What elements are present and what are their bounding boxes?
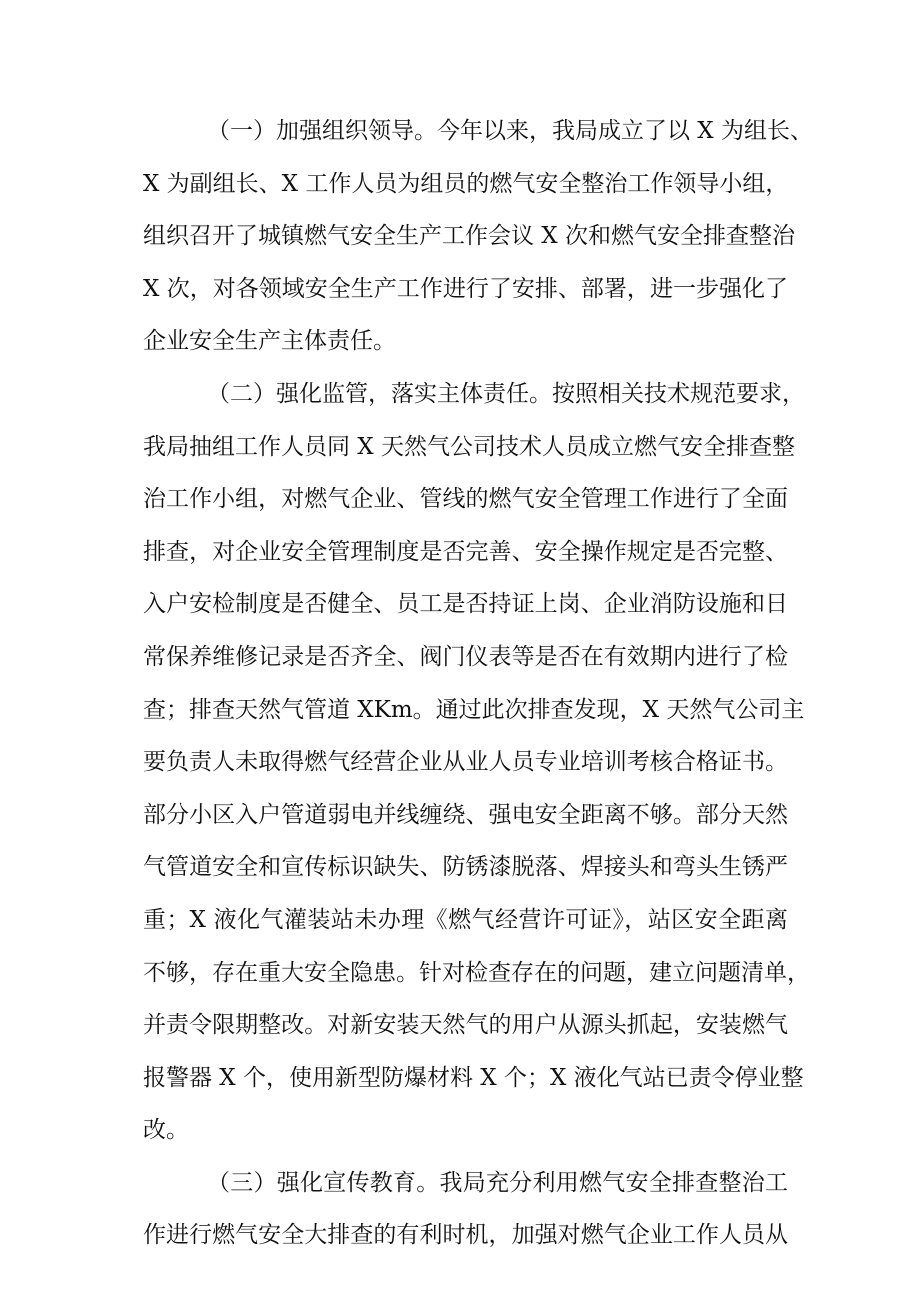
paragraph (143, 111, 813, 374)
paragraph (143, 1163, 788, 1268)
text-line: （一）加强组织领导。今年以来，我局成立了以 X 为组长、 (207, 118, 813, 144)
text-line: 作进行燃气安全大排查的有利时机，加强对燃气企业工作人员从 (143, 1222, 788, 1249)
text-line: 并责令限期整改。对新安装天然气的用户从源头抓起，安装燃气 (143, 1012, 788, 1039)
text-line: 查；排查天然气管道 XKm。通过此次排查发现，X 天然气公司主 (143, 696, 805, 723)
text-line: 部分小区入户管道弱电并线缠绕、强电安全距离不够。部分天然 (143, 801, 788, 828)
text-line: 重；X 液化气灌装站未办理《燃气经营许可证》，站区安全距离 (143, 906, 788, 933)
text-line: 治工作小组，对燃气企业、管线的燃气安全管理工作进行了全面 (143, 486, 788, 513)
text-line: 气管道安全和宣传标识缺失、防锈漆脱落、焊接头和弯头生锈严 (143, 854, 788, 881)
text-line: 不够，存在重大安全隐患。针对检查存在的问题，建立问题清单， (143, 959, 810, 986)
text-line: X 为副组长、X 工作人员为组员的燃气安全整治工作领导小组， (143, 170, 789, 197)
text-line: （二）强化监管，落实主体责任。按照相关技术规范要求， (207, 380, 805, 407)
text-line: 企业安全生产主体责任。 (143, 328, 396, 355)
text-line: 报警器 X 个，使用新型防爆材料 X 个；X 液化气站已责令停业整 (143, 1064, 804, 1091)
paragraph (143, 374, 810, 1163)
text-line: 排查，对企业安全管理制度是否完善、安全操作规定是否完整、 (143, 538, 788, 565)
text-line: 常保养维修记录是否齐全、阀门仪表等是否在有效期内进行了检 (143, 643, 788, 670)
text-line: （三）强化宣传教育。我局充分利用燃气安全排查整治工 (207, 1169, 788, 1196)
text-line: X 次，对各领域安全生产工作进行了安排、部署，进一步强化了 (143, 275, 788, 302)
text-line: 组织召开了城镇燃气安全生产工作会议 X 次和燃气安全排查整治 (143, 223, 795, 250)
text-line: 改。 (143, 1117, 189, 1144)
document-body (143, 111, 813, 1268)
text-line: 我局抽组工作人员同 X 天然气公司技术人员成立燃气安全排查整 (143, 433, 795, 460)
text-line: 要负责人未取得燃气经营企业从业人员专业培训考核合格证书。 (143, 749, 788, 776)
text-line: 入户安检制度是否健全、员工是否持证上岗、企业消防设施和日 (143, 591, 788, 618)
